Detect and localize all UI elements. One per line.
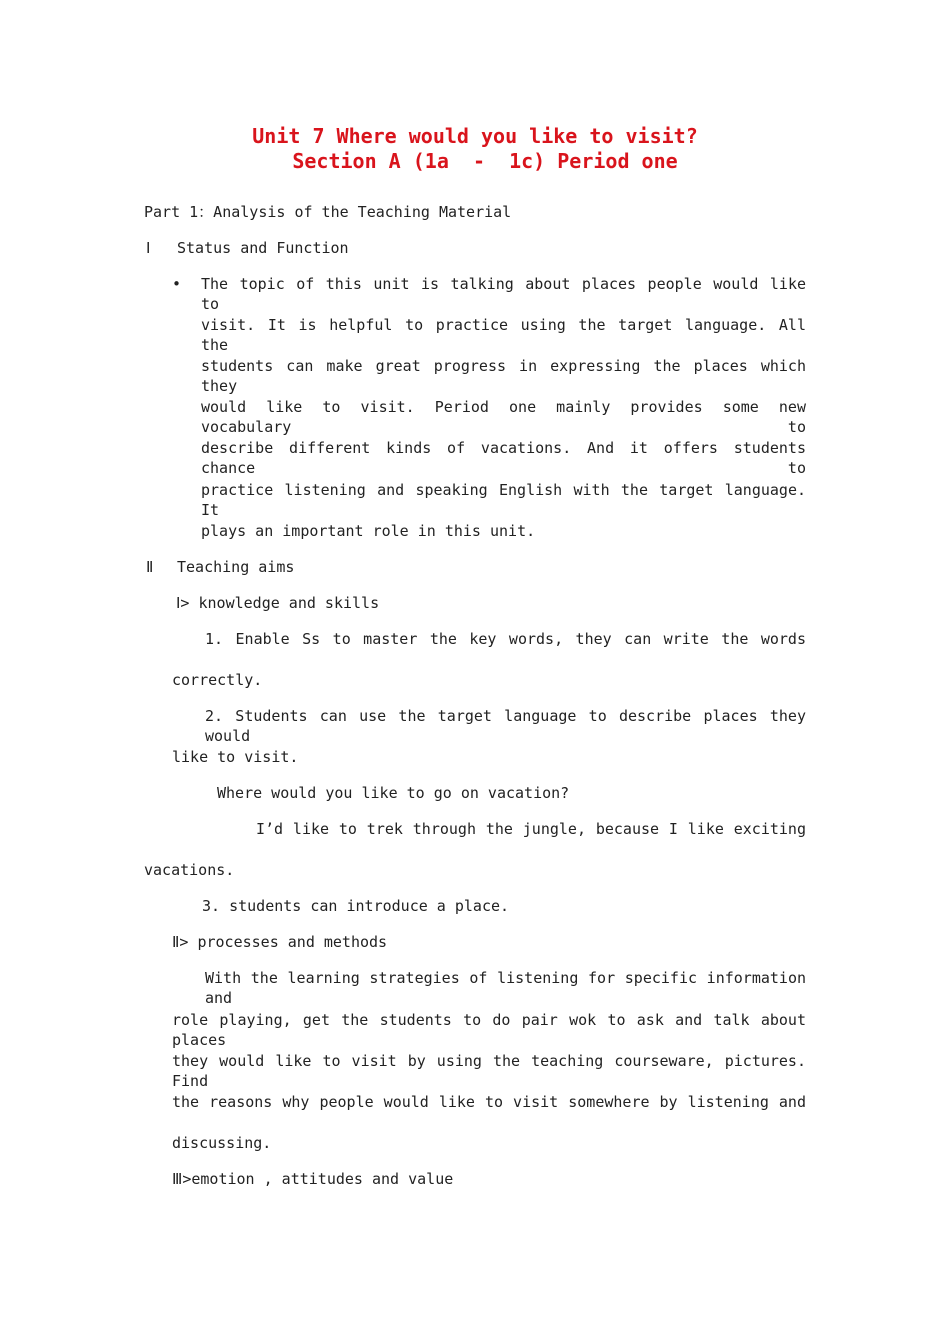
processes-paragraph-line: With the learning strategies of listening for specific information and [205,969,806,1007]
processes-paragraph-line: role playing, get the students to do pair wok to ask and talk about places [172,1011,806,1049]
section1-paragraph-line: plays an important role in this unit. [201,522,536,540]
processes-paragraph-line: discussing. [172,1134,272,1152]
subsection-emotion-heading: Ⅲ>emotion , attitudes and value [172,1170,454,1188]
aim-item-2-line-1: 2. Students can use the target language to describe places they would [205,707,806,745]
bullet-icon: • [172,275,182,293]
section1-paragraph-line: The topic of this unit is talking about places people would like to [201,275,806,313]
aim-item-1-line-1: 1. Enable Ss to master the key words, they can write the words [205,630,806,648]
section1-paragraph-line: describe different kinds of vacations. And it offers students chance to [201,439,806,477]
section1-paragraph-line: would like to visit. Period one mainly provides some new vocabulary to [201,398,806,436]
section1-paragraph-line: practice listening and speaking English with the target language. It [201,481,806,519]
example-answer-line-2: vacations. [144,861,235,879]
processes-paragraph-line: they would like to visit by using the teaching courseware, pictures. Find [172,1052,806,1090]
section1-numeral: Ⅰ [146,239,151,257]
processes-paragraph-line: the reasons why people would like to visit somewhere by listening and [172,1093,806,1111]
part1-heading: Part 1：Analysis of the Teaching Material [144,203,512,221]
example-answer-line-1: I’d like to trek through the jungle, because I like exciting [256,820,806,838]
aim-item-2-line-2: like to visit. [172,748,299,766]
section1-paragraph-line: visit. It is helpful to practice using the target language. All the [201,316,806,354]
subsection-knowledge-heading: Ⅰ> knowledge and skills [176,594,380,612]
document-title-line-2: Section A (1a - 1c) Period one [292,149,678,173]
document-title-line-1: Unit 7 Where would you like to visit? [252,124,698,148]
aim-item-3: 3. students can introduce a place. [202,897,510,915]
section2-heading: Teaching aims [177,558,295,576]
example-question: Where would you like to go on vacation? [217,784,570,802]
section1-paragraph-line: students can make great progress in expressing the places which they [201,357,806,395]
aim-item-1-line-2: correctly. [172,671,263,689]
section2-numeral: Ⅱ [146,558,154,576]
section1-heading: Status and Function [177,239,349,257]
subsection-processes-heading: Ⅱ> processes and methods [172,933,388,951]
